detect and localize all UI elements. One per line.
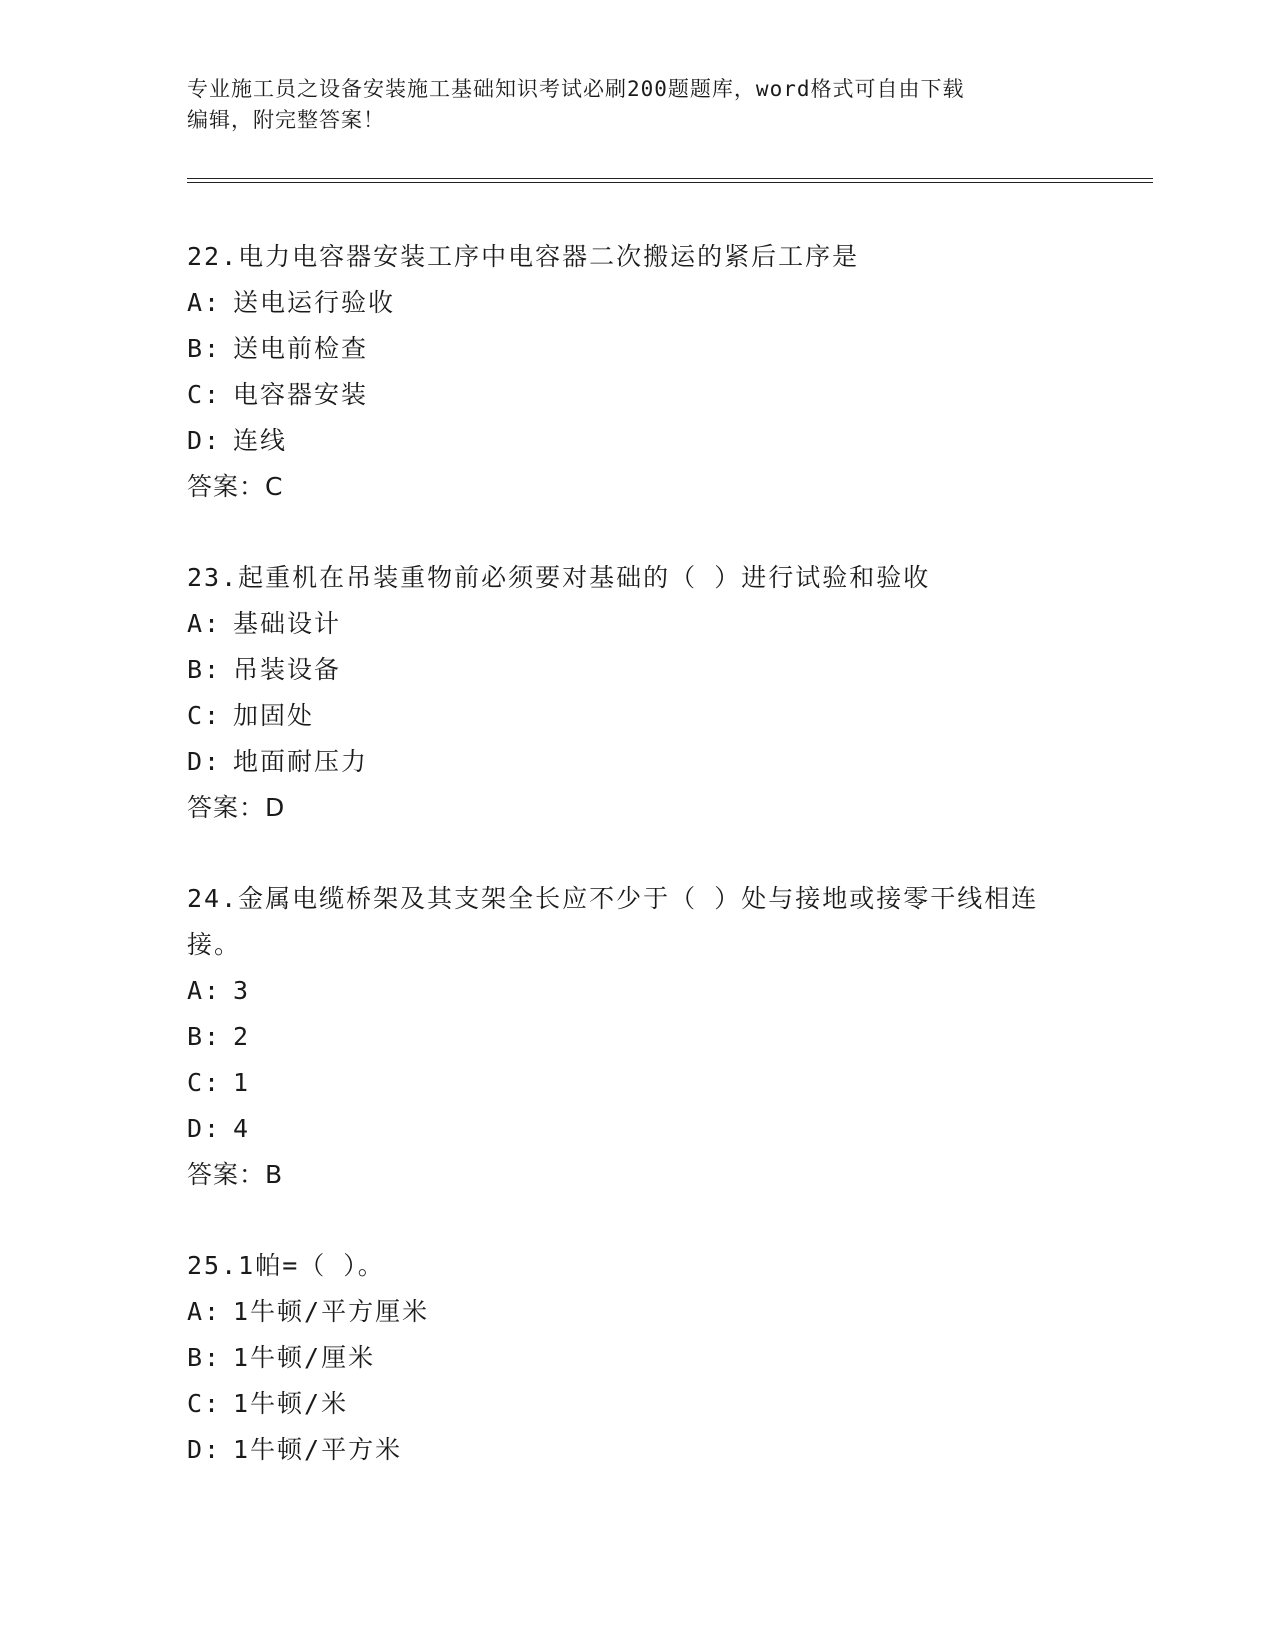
option-b xyxy=(187,1014,1067,1060)
option-text: 连线 xyxy=(233,426,288,455)
question-22 xyxy=(187,234,1067,510)
option-text: 基础设计 xyxy=(233,609,342,638)
option-b xyxy=(187,326,1067,372)
question-stem: 25.1帕=（ ）。 xyxy=(187,1251,385,1280)
option-text: 电容器安装 xyxy=(233,380,369,409)
question-25 xyxy=(187,1243,1067,1473)
option-key: B: xyxy=(187,655,222,684)
option-text: 1牛顿/平方米 xyxy=(233,1435,403,1464)
option-text: 吊装设备 xyxy=(233,655,342,684)
question-stem: 24.金属电缆桥架及其支架全长应不少于（ ）处与接地或接零干线相连接。 xyxy=(187,884,1039,959)
option-text: 地面耐压力 xyxy=(233,747,369,776)
option-key: D: xyxy=(187,426,222,455)
option-a xyxy=(187,280,1067,326)
option-c xyxy=(187,693,1067,739)
option-text: 1牛顿/平方厘米 xyxy=(233,1297,430,1326)
option-key: C: xyxy=(187,701,222,730)
option-key: C: xyxy=(187,380,222,409)
option-d xyxy=(187,418,1067,464)
option-text: 送电前检查 xyxy=(233,334,369,363)
option-key: A: xyxy=(187,288,222,317)
option-a xyxy=(187,601,1067,647)
option-text: 3 xyxy=(233,976,251,1005)
option-key: A: xyxy=(187,1297,222,1326)
answer: 答案：D xyxy=(187,793,286,822)
option-text: 送电运行验收 xyxy=(233,288,396,317)
question-stem: 23.起重机在吊装重物前必须要对基础的（ ）进行试验和验收 xyxy=(187,563,931,592)
option-key: B: xyxy=(187,1022,222,1051)
answer: 答案：B xyxy=(187,1160,284,1189)
option-key: D: xyxy=(187,1114,222,1143)
option-text: 4 xyxy=(233,1114,251,1143)
question-23 xyxy=(187,555,1067,831)
option-text: 2 xyxy=(233,1022,251,1051)
option-key: D: xyxy=(187,1435,222,1464)
question-24 xyxy=(187,876,1067,1198)
option-a xyxy=(187,1289,1067,1335)
option-key: C: xyxy=(187,1068,222,1097)
option-text: 1牛顿/厘米 xyxy=(233,1343,376,1372)
option-a xyxy=(187,968,1067,1014)
header-divider-bottom xyxy=(187,182,1153,183)
header-line-2: 编辑，附完整答案！ xyxy=(187,108,385,132)
option-text: 1牛顿/米 xyxy=(233,1389,349,1418)
option-key: D: xyxy=(187,747,222,776)
option-key: B: xyxy=(187,334,222,363)
option-d xyxy=(187,1427,1067,1473)
option-b xyxy=(187,647,1067,693)
option-text: 加固处 xyxy=(233,701,315,730)
option-d xyxy=(187,739,1067,785)
option-key: B: xyxy=(187,1343,222,1372)
document-header xyxy=(187,74,1067,136)
answer: 答案：C xyxy=(187,472,284,501)
header-line-1: 专业施工员之设备安装施工基础知识考试必刷200题题库，word格式可自由下载 xyxy=(187,77,965,101)
option-c xyxy=(187,1060,1067,1106)
header-divider-top xyxy=(187,178,1153,179)
option-text: 1 xyxy=(233,1068,251,1097)
option-c xyxy=(187,372,1067,418)
option-key: C: xyxy=(187,1389,222,1418)
question-stem: 22.电力电容器安装工序中电容器二次搬运的紧后工序是 xyxy=(187,242,860,271)
option-key: A: xyxy=(187,609,222,638)
option-key: A: xyxy=(187,976,222,1005)
option-d xyxy=(187,1106,1067,1152)
option-b xyxy=(187,1335,1067,1381)
option-c xyxy=(187,1381,1067,1427)
